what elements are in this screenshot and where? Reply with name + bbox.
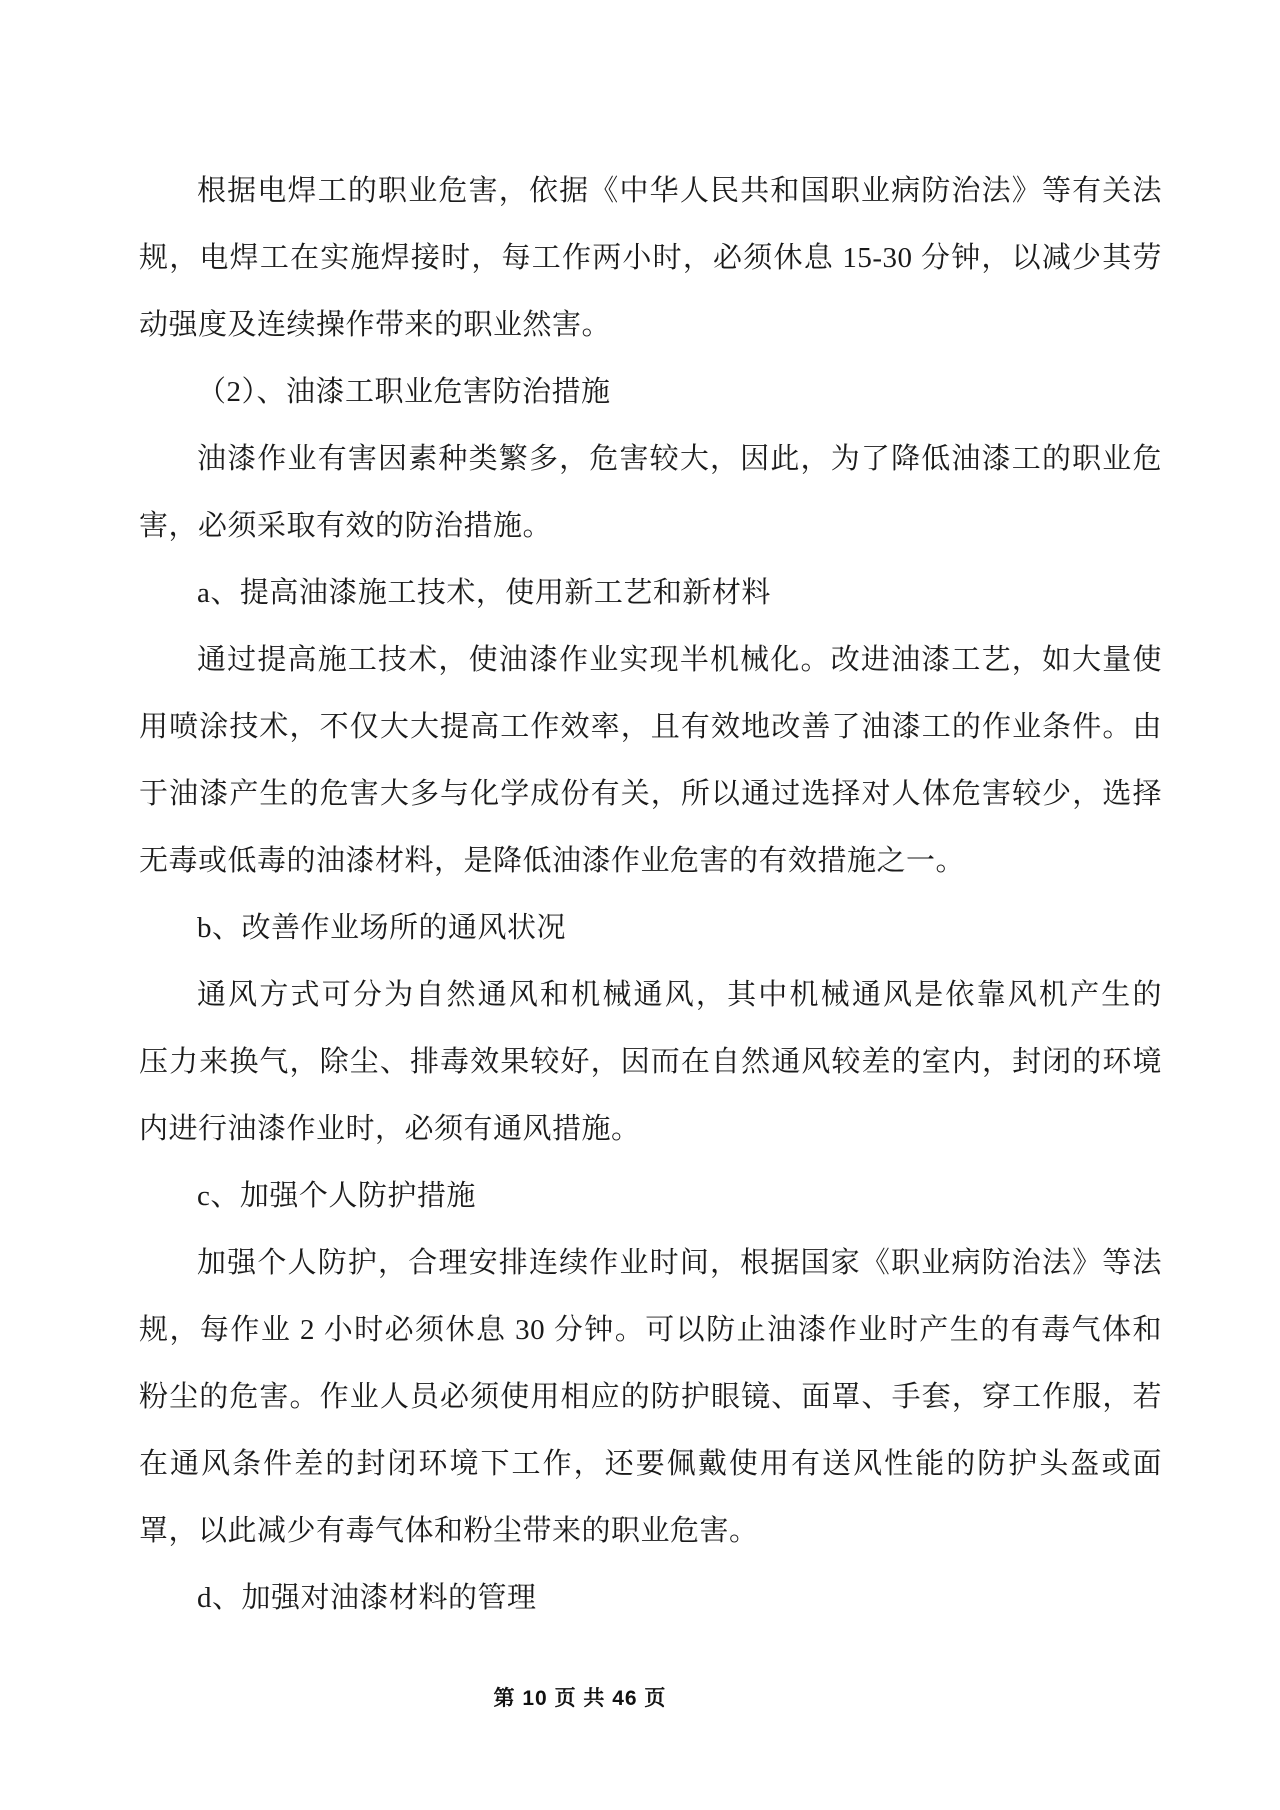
text-line: 无毒或低毒的油漆材料，是降低油漆作业危害的有效措施之一。 xyxy=(139,845,966,877)
section-heading: d、加强对油漆材料的管理 xyxy=(197,1582,537,1614)
page-footer xyxy=(0,1682,1160,1712)
text-line: 加强个人防护，合理安排连续作业时间，根据国家《职业病防治法》等法 xyxy=(197,1247,1162,1279)
text-line: 规，电焊工在实施焊接时，每工作两小时，必须休息 15-30 分钟，以减少其劳 xyxy=(139,242,1162,274)
text-line: 动强度及连续操作带来的职业然害。 xyxy=(139,309,612,341)
text-line: 内进行油漆作业时，必须有通风措施。 xyxy=(139,1113,641,1145)
text-line: 于油漆产生的危害大多与化学成份有关，所以通过选择对人体危害较少，选择 xyxy=(139,778,1162,810)
page-number-text: 第 10 页 共 46 页 xyxy=(493,1687,667,1710)
section-heading: （2）、油漆工职业危害防治措施 xyxy=(197,376,611,408)
text-line: 罩，以此减少有毒气体和粉尘带来的职业危害。 xyxy=(139,1515,759,1547)
text-line: 害，必须采取有效的防治措施。 xyxy=(139,510,553,542)
text-line: 粉尘的危害。作业人员必须使用相应的防护眼镜、面罩、手套，穿工作服，若 xyxy=(139,1381,1162,1413)
section-heading: c、加强个人防护措施 xyxy=(197,1180,476,1212)
text-line: 通风方式可分为自然通风和机械通风，其中机械通风是依靠风机产生的 xyxy=(197,979,1162,1011)
text-line: 在通风条件差的封闭环境下工作，还要佩戴使用有送风性能的防护头盔或面 xyxy=(139,1448,1162,1480)
text-line: 压力来换气，除尘、排毒效果较好，因而在自然通风较差的室内，封闭的环境 xyxy=(139,1046,1162,1078)
text-line: 规，每作业 2 小时必须休息 30 分钟。可以防止油漆作业时产生的有毒气体和 xyxy=(139,1314,1162,1346)
text-line: 通过提高施工技术，使油漆作业实现半机械化。改进油漆工艺，如大量使 xyxy=(197,644,1162,676)
text-line: 用喷涂技术，不仅大大提高工作效率，且有效地改善了油漆工的作业条件。由 xyxy=(139,711,1162,743)
section-heading: a、提高油漆施工技术，使用新工艺和新材料 xyxy=(197,577,771,609)
document-body xyxy=(139,158,1162,1632)
text-line: 根据电焊工的职业危害，依据《中华人民共和国职业病防治法》等有关法 xyxy=(197,175,1162,207)
section-heading: b、改善作业场所的通风状况 xyxy=(197,912,567,944)
text-line: 油漆作业有害因素种类繁多，危害较大，因此，为了降低油漆工的职业危 xyxy=(197,443,1162,475)
